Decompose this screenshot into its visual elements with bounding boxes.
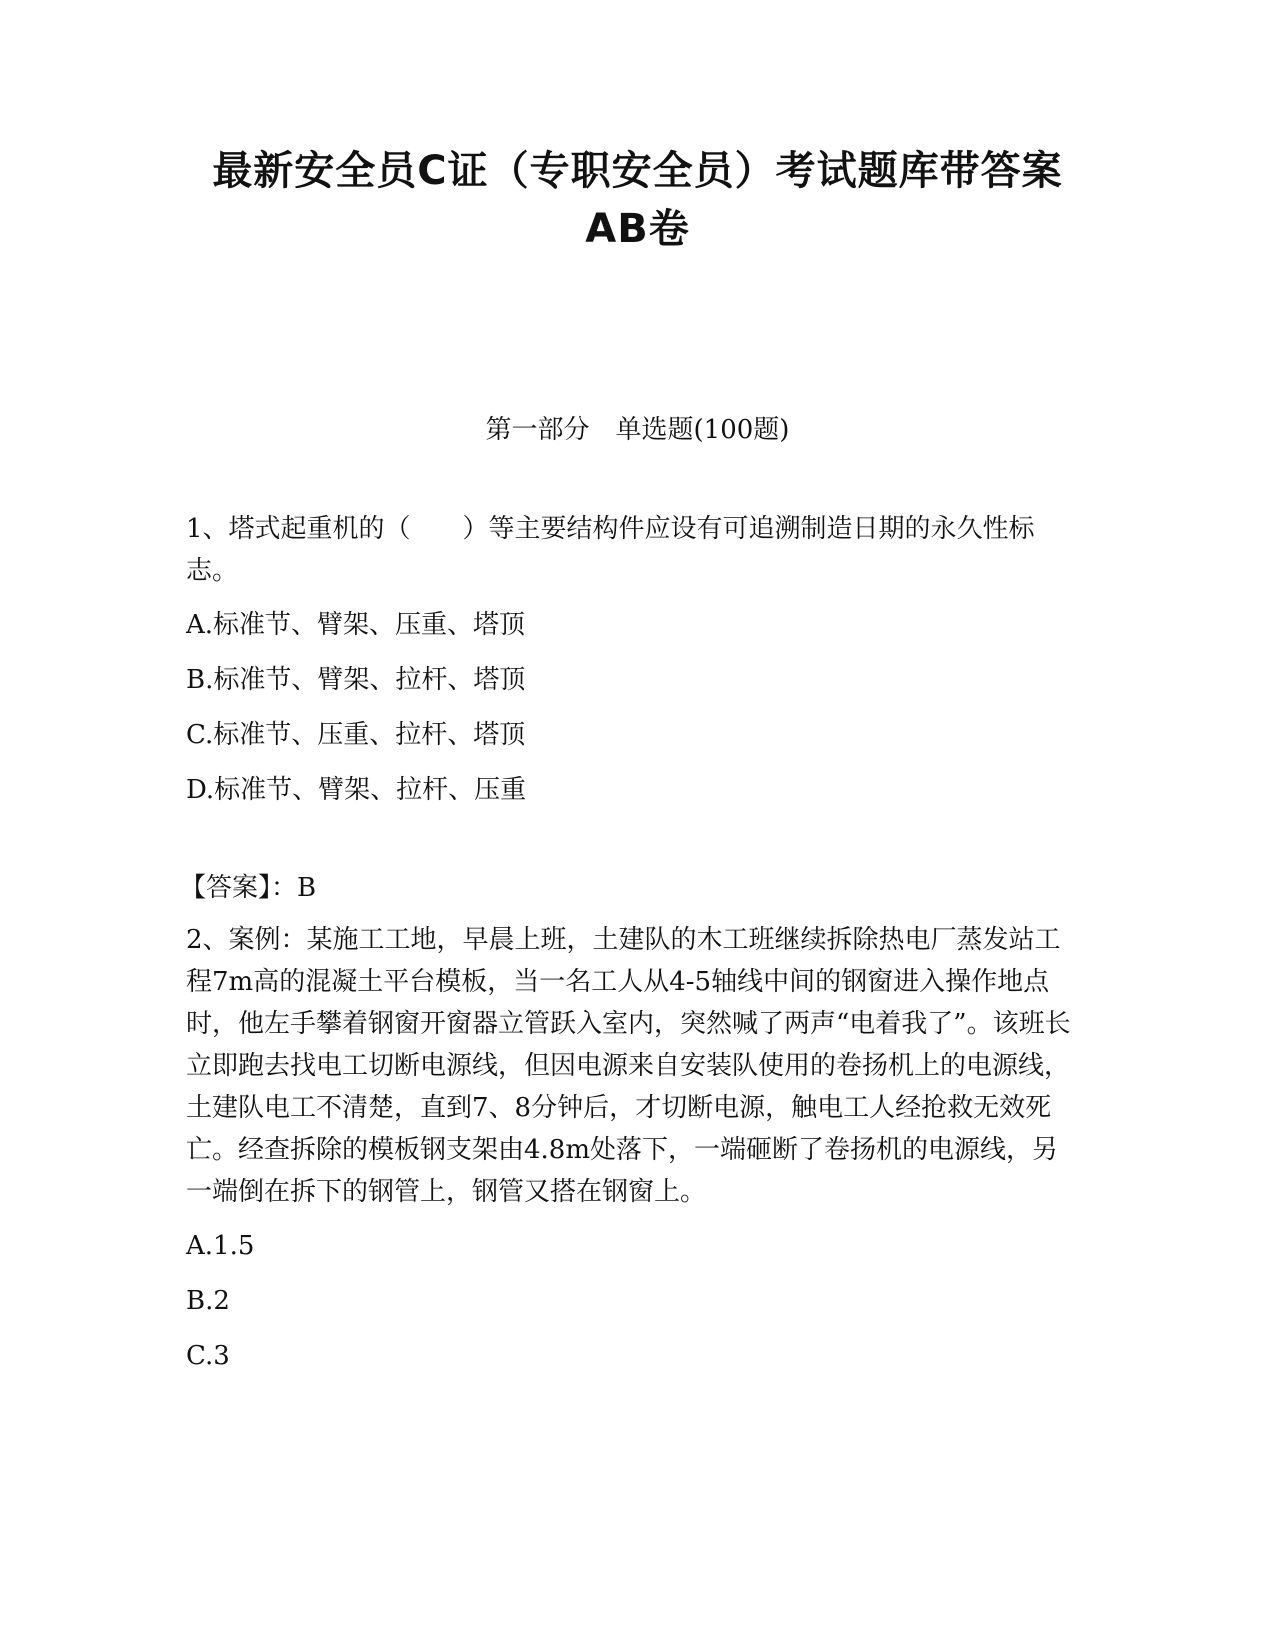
document-title: [140, 142, 1135, 258]
question-2-option-c: C.3: [186, 1341, 230, 1371]
document-title-line-2: AB卷: [585, 206, 690, 252]
question-2-option-b: B.2: [186, 1286, 230, 1316]
section-heading: 第一部分 单选题(100题): [485, 415, 790, 445]
question-2: [186, 919, 1076, 1377]
question-1-options: [186, 604, 1076, 811]
question-2-options: [186, 1225, 1076, 1377]
question-1-option-c: C.标准节、压重、拉杆、塔顶: [186, 720, 526, 750]
question-1-option-d: D.标准节、臂架、拉杆、压重: [186, 775, 527, 805]
document-title-line-1: 最新安全员C证（专职安全员）考试题库带答案: [212, 148, 1063, 194]
question-2-option-a: A.1.5: [186, 1231, 255, 1261]
question-1: [180, 508, 1076, 909]
question-2-text: 2、案例：某施工工地，早晨上班，土建队的木工班继续拆除热电厂蒸发站工程7m高的混凝土平台模板，当一名工人从4-5轴线中间的钢窗进入操作地点时，他左手攀着钢窗开窗器立管跃入室内，突然喊了两声“电着我了”。该班长立即跑去找电工切断电源线，但因电源来自安装队使用的卷扬机上的电源线，土建队电工不清楚，直到7、8分钟后，才切断电源，触电工人经抢救无效死亡。经查拆除的模板钢支架由4.8m处落下，一端砸断了卷扬机的电源线，另一端倒在拆下的钢管上，钢管又搭在钢窗上。: [186, 925, 1071, 1207]
question-1-option-b: B.标准节、臂架、拉杆、塔顶: [186, 665, 526, 695]
question-1-answer: 【答案】：B: [180, 873, 317, 903]
question-1-option-a: A.标准节、臂架、压重、塔顶: [186, 610, 526, 640]
question-1-text: 1、塔式起重机的（ ）等主要结构件应设有可追溯制造日期的永久性标志。: [186, 514, 1035, 586]
question-list: [180, 508, 1076, 1390]
